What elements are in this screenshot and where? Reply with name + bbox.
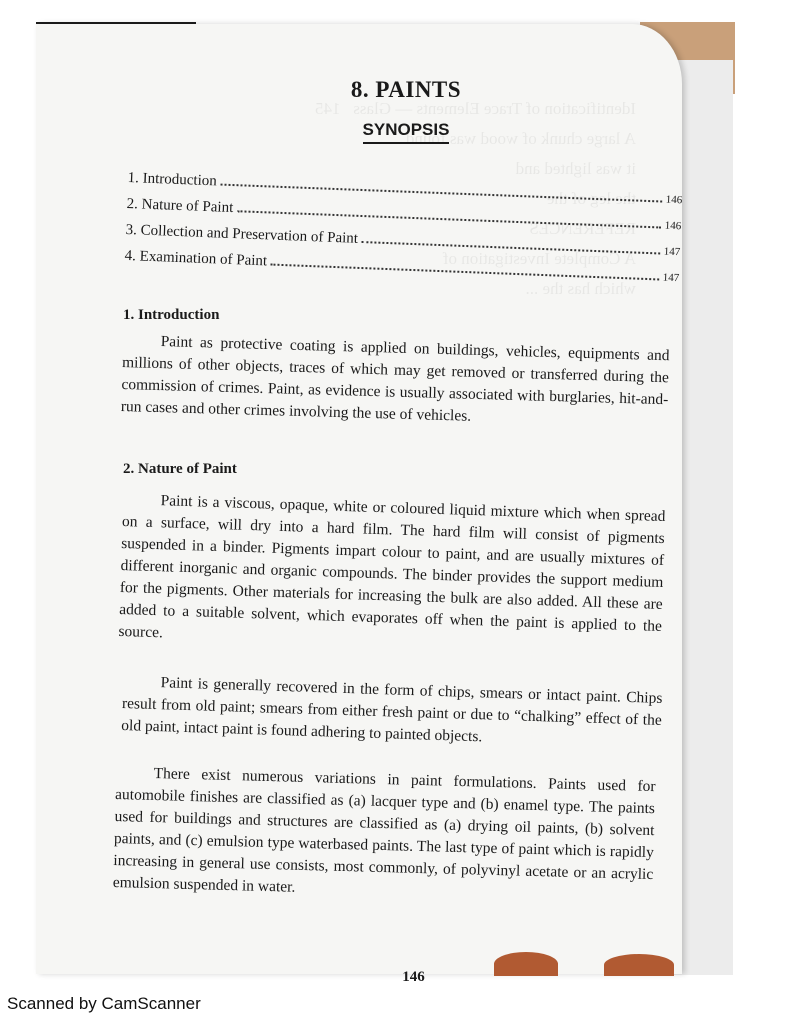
paragraph: Paint is generally recovered in the form of chips, smears or intact paint. Chips result from old paint; smears from either fresh paint or due to “chalking” effect of the old paint, intact paint is found adhering to painted objects.	[121, 674, 663, 746]
chapter-title: 8. PAINTS	[350, 77, 462, 102]
table-of-contents	[124, 170, 683, 295]
section-heading-introduction: 1. Introduction	[123, 307, 220, 323]
toc-label: 2. Nature of Paint	[126, 195, 234, 217]
toc-label: 3. Collection and Preservation of Paint	[125, 221, 359, 247]
toc-label: 1. Introduction	[127, 170, 218, 190]
paragraph: Paint as protective coating is applied on buildings, vehicles, equipments and millions of other objects, traces of which may get removed or transferred during the commission of crimes. Paint, as evidence is usually associated with burglaries, hit-and-run cases and other crimes involving the use of vehicles.	[120, 333, 670, 425]
section-heading-nature-of-paint: 2. Nature of Paint	[123, 461, 237, 477]
thumb	[494, 952, 558, 976]
finger	[604, 954, 674, 976]
scanner-watermark: Scanned by CamScanner	[7, 994, 201, 1013]
paragraph: There exist numerous variations in paint formulations. Paints used for automobile finishes are classified as (a) lacquer type and (b) enamel type. The paints used for buildings and structures are classified as (a) drying oil paints, (b) solvent paints, and (c) emulsion type waterbased paints. The last type of paint which is rapidly increasing in general use consists, most commonly, of polyvinyl acetate or an acrylic emulsion suspended in water.	[112, 764, 656, 896]
paragraph: Paint is a viscous, opaque, white or coloured liquid mixture which when spread on a surface, will dry into a hard film. The hard film will consist of pigments suspended in a binder. Pigments impart colour to paint, and are usually mixtures of different inorganic and organic compounds. The binder provides the support medium for the pigments. Other materials for increasing the bulk are also added. All these are added to a suitable solvent, which evaporates off when the paint is applied to the source.	[118, 492, 666, 642]
toc-page: 146	[665, 193, 683, 207]
synopsis-heading	[36, 120, 776, 140]
book-page	[36, 24, 683, 985]
toc-leader-dots	[221, 184, 662, 203]
toc-leader-dots	[271, 264, 659, 281]
toc-leader-dots	[362, 241, 660, 254]
page-number: 146	[402, 969, 425, 985]
toc-page: 147	[662, 271, 680, 285]
bleed-through-text: Identification of Trace Elements — Glass 145 A large chunk of wood was found it was lighted and the leg of the REFERENCES A Complete Investigation of which has the ...	[314, 99, 636, 298]
toc-label: 4. Examination of Paint	[124, 247, 268, 270]
toc-page: 147	[663, 245, 681, 259]
synopsis-label: SYNOPSIS	[363, 120, 450, 144]
toc-page: 146	[664, 219, 682, 233]
